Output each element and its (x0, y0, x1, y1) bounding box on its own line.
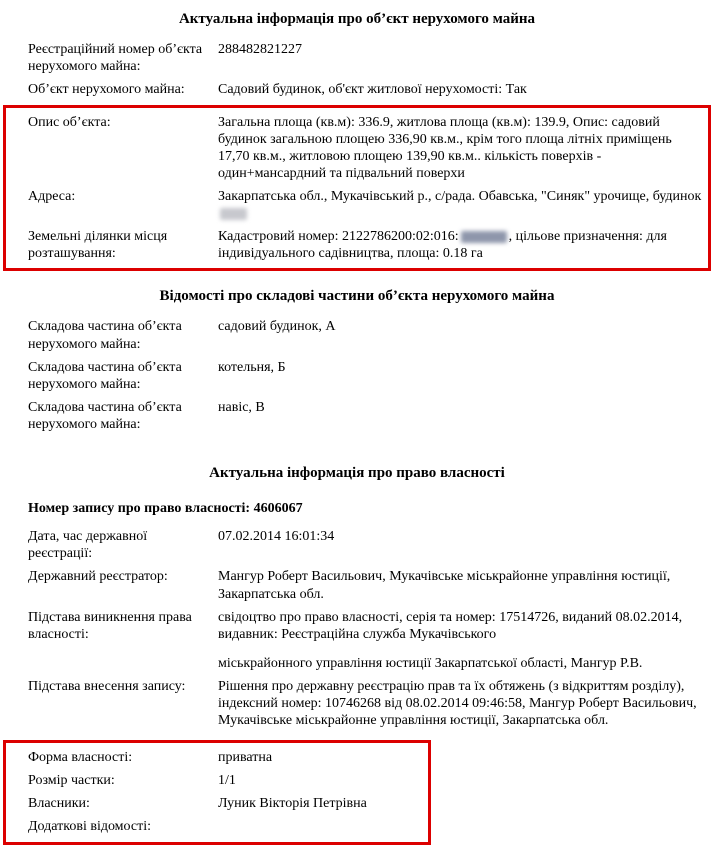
components-section-title: Відомості про складові частини об’єкта нерухомого майна (159, 288, 555, 305)
field-label-land-parcels: Земельні ділянки місця розташування: (28, 229, 168, 262)
field-label-description: Опис об’єкта: (28, 114, 111, 130)
field-label-component-1: Складова частина об’єкта нерухомого майна: (28, 319, 182, 352)
row-registration-datetime (0, 525, 714, 565)
field-label-additional-info: Додаткові відомості: (28, 819, 152, 835)
ownership-record-number-heading: Номер запису про право власності: 4606067 (28, 501, 303, 517)
row-land-parcels (6, 225, 708, 265)
field-label-address: Адреса: (28, 188, 76, 204)
field-value-object-type: Садовий будинок, об'єкт житлової нерухомості: Так (218, 82, 527, 98)
field-value-registration-datetime: 07.02.2014 16:01:34 (218, 529, 335, 545)
field-label-ownership-form: Форма власності: (28, 750, 133, 766)
field-label-component-3: Складова частина об’єкта нерухомого майна: (28, 399, 182, 432)
field-value-ownership-basis (218, 609, 704, 672)
field-value-owners: Луник Вікторія Петрівна (218, 796, 367, 812)
field-value-state-registrar: Мангур Роберт Васильович, Мукачівське міськрайонне управління юстиції, Закарпатська обл. (218, 569, 671, 602)
row-ownership-form (6, 746, 428, 769)
field-value-component-3: навіс, В (218, 399, 265, 415)
row-component-1 (0, 315, 714, 355)
field-label-registration-datetime: Дата, час державної реєстрації: (28, 529, 148, 562)
highlight-box-property-details (3, 105, 711, 272)
field-value-registration-number: 288482821227 (218, 42, 302, 58)
field-label-ownership-basis: Підстава виникнення права власності: (28, 609, 192, 642)
field-value-share-size: 1/1 (218, 773, 236, 789)
field-label-registration-number: Реєстраційний номер об’єкта нерухомого майна: (28, 42, 203, 75)
row-share-size (6, 769, 428, 792)
property-section-title: Актуальна інформація про об’єкт нерухомого майна (178, 11, 536, 27)
address-text: Закарпатська обл., Мукачівський р., с/рада. Обавська, "Синяк" урочище, будинок (218, 188, 702, 204)
redacted-house-number (220, 208, 247, 220)
ownership-basis-paragraph-1: свідоцтво про право власності, серія та номер: 17514726, виданий 08.02.2014, видавник: Реєстраційна служба Мукачівського (218, 609, 683, 642)
field-label-state-registrar: Державний реєстратор: (28, 569, 168, 585)
ownership-basis-paragraph-2: міськрайонного управління юстиції Закарпатської області, Мангур Р.В. (218, 655, 643, 671)
highlight-box-ownership-details (3, 740, 431, 845)
row-additional-info (6, 815, 428, 838)
field-value-record-entry-basis: Рішення про державну реєстрацію прав та їх обтяжень (з відкриттям розділу), індексний номер: 10746268 від 08.02.2014 09:46:58, Мангур Роберт Васильович, Мукачівське міськрайонне управління юстиції, Закарпатська обл. (218, 678, 697, 728)
redacted-cadastral-digits (461, 231, 507, 243)
ownership-section-title: Актуальна інформація про право власності (209, 464, 505, 481)
field-value-ownership-form: приватна (218, 750, 273, 766)
row-object-type (0, 78, 714, 101)
row-address (6, 185, 708, 225)
field-value-component-1: садовий будинок, А (218, 319, 336, 335)
cadastral-number-text: Кадастровий номер: 2122786200:02:016: (218, 229, 459, 244)
row-component-3 (0, 396, 714, 436)
row-state-registrar (0, 565, 714, 605)
land-purpose-text: , цільове призначення: для індивідуального садівництва, площа: 0.18 га (218, 229, 667, 262)
row-description (6, 111, 708, 185)
field-label-record-entry-basis: Підстава внесення запису: (28, 678, 186, 694)
row-component-2 (0, 356, 714, 396)
field-label-component-2: Складова частина об’єкта нерухомого майна: (28, 359, 182, 392)
field-value-land-parcels (218, 228, 704, 262)
field-label-object-type: Об’єкт нерухомого майна: (28, 82, 185, 98)
field-value-component-2: котельня, Б (218, 359, 286, 375)
field-value-description: Загальна площа (кв.м): 336.9, житлова площа (кв.м): 139.9, Опис: садовий будинок загальною площею 336,90 кв.м., крім того площа літніх приміщень 17,70 кв.м., житловою площею 139,90 кв.м.. кількість поверхів - один+мансардний та підвальний поверхи (218, 114, 672, 181)
row-record-entry-basis (0, 675, 714, 732)
field-value-address (218, 188, 704, 222)
row-registration-number (0, 38, 714, 78)
field-label-owners: Власники: (28, 796, 90, 812)
row-owners (6, 792, 428, 815)
row-ownership-basis (0, 606, 714, 675)
field-label-share-size: Розмір частки: (28, 773, 115, 789)
